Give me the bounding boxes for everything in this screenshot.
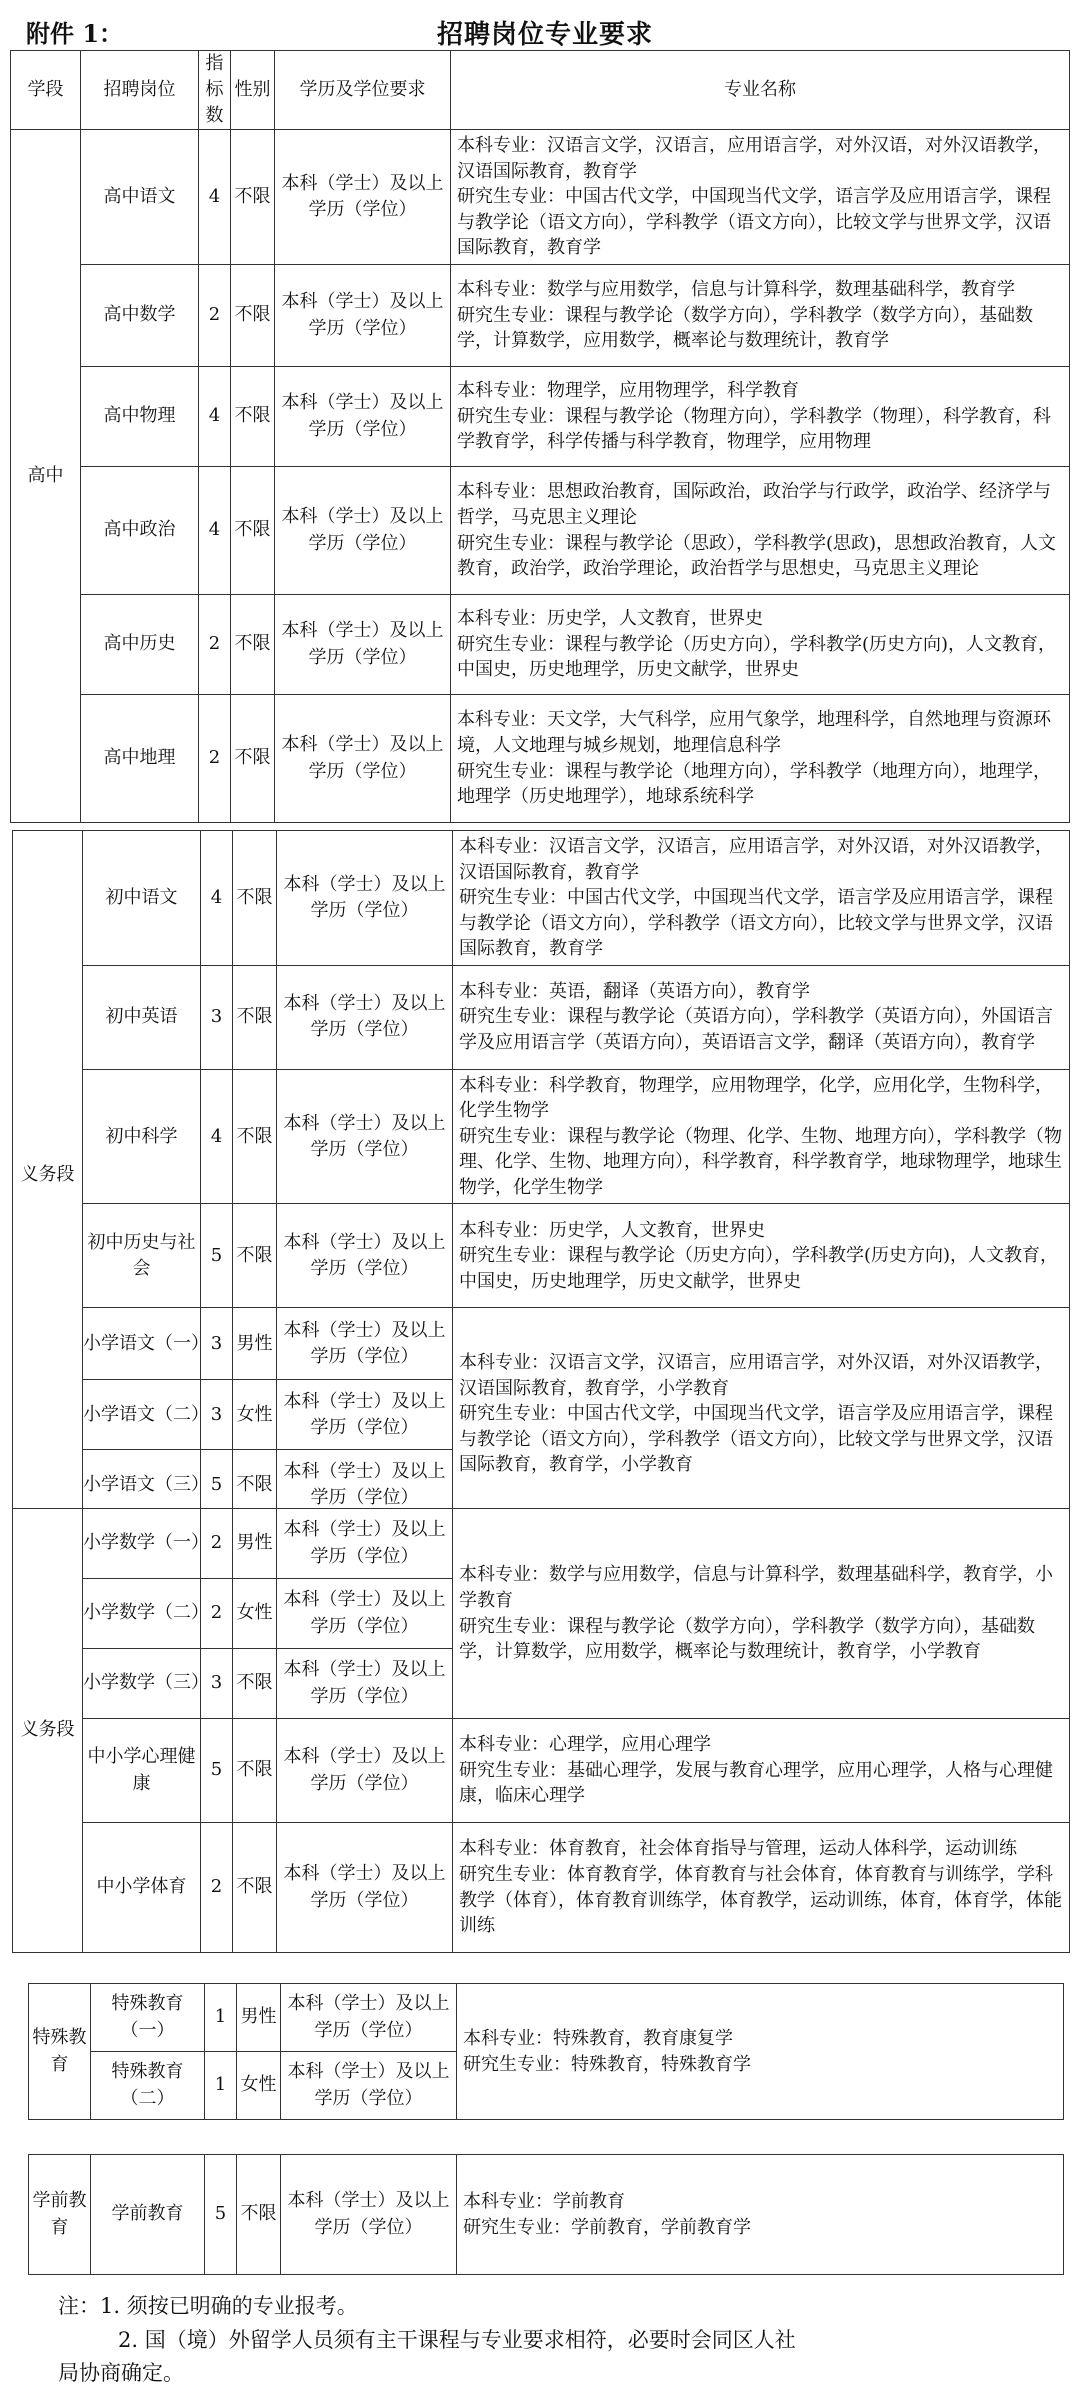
col-header-position: 招聘岗位 xyxy=(81,51,199,130)
quota-cell: 3 xyxy=(201,1308,233,1380)
gender-cell: 男性 xyxy=(233,1509,277,1579)
quota-cell: 4 xyxy=(199,130,231,265)
table-special-education xyxy=(28,1983,1064,2120)
table-row xyxy=(13,1204,1070,1308)
quota-cell: 4 xyxy=(201,1069,233,1204)
gender-cell: 不限 xyxy=(237,2155,281,2275)
major-cell: 本科专业：体育教育，社会体育指导与管理，运动人体科学，运动训练 研究生专业：体育教育学，体育教育与社会体育，体育教育与训练学，学科教学（体育），体育教育训练学，体育教学，运动训练，体育，体育学，体能训练 xyxy=(453,1823,1070,1953)
edu-cell: 本科（学士）及以上学历（学位） xyxy=(275,265,451,367)
position-cell: 中小学体育 xyxy=(83,1823,201,1953)
edu-cell: 本科（学士）及以上学历（学位） xyxy=(277,1649,453,1719)
position-cell: 高中历史 xyxy=(81,595,199,695)
gender-cell: 不限 xyxy=(231,595,275,695)
segment-cell: 特殊教育 xyxy=(29,1984,91,2120)
edu-cell: 本科（学士）及以上学历（学位） xyxy=(281,2155,457,2275)
major-cell: 本科专业：特殊教育，教育康复学 研究生专业：特殊教育，特殊教育学 xyxy=(457,1984,1064,2120)
gender-cell: 男性 xyxy=(237,1984,281,2052)
major-cell: 本科专业：汉语言文学，汉语言，应用语言学，对外汉语，对外汉语教学，汉语国际教育，教育学 研究生专业：中国古代文学，中国现当代文学，语言学及应用语言学，课程与教学论（语文方向），学科教学（语文方向），比较文学与世界文学，汉语国际教育，教育学 xyxy=(451,130,1070,265)
table-header-row xyxy=(11,51,1070,130)
position-cell: 小学数学（二） xyxy=(83,1579,201,1649)
major-cell: 本科专业：汉语言文学，汉语言，应用语言学，对外汉语，对外汉语教学，汉语国际教育，教育学，小学教育 研究生专业：中国古代文学，中国现当代文学，语言学及应用语言学，课程与教学论（语文方向），学科教学（语文方向），比较文学与世界文学，汉语国际教育，教育学，小学教育 xyxy=(453,1308,1070,1520)
position-cell: 高中政治 xyxy=(81,467,199,595)
quota-cell: 1 xyxy=(205,2052,237,2120)
edu-cell: 本科（学士）及以上学历（学位） xyxy=(277,1719,453,1823)
table-row xyxy=(13,1308,1070,1380)
gender-cell: 不限 xyxy=(233,1204,277,1308)
table-preschool xyxy=(28,2154,1064,2275)
position-cell: 高中地理 xyxy=(81,695,199,823)
table-compulsory-1 xyxy=(12,830,1070,1520)
edu-cell: 本科（学士）及以上学历（学位） xyxy=(277,831,453,966)
gender-cell: 不限 xyxy=(233,1450,277,1520)
position-cell: 特殊教育（二） xyxy=(91,2052,205,2120)
quota-cell: 2 xyxy=(199,595,231,695)
gender-cell: 男性 xyxy=(233,1308,277,1380)
major-cell: 本科专业：物理学，应用物理学，科学教育 研究生专业：课程与教学论（物理方向），学科教学（物理），科学教育，科学教育学，科学传播与科学教育，物理学，应用物理 xyxy=(451,367,1070,467)
major-cell: 本科专业：思想政治教育，国际政治，政治学与行政学，政治学、经济学与哲学，马克思主义理论 研究生专业：课程与教学论（思政），学科教学(思政)，思想政治教育，人文教育，政治学，政治学理论，政治哲学与思想史，马克思主义理论 xyxy=(451,467,1070,595)
position-cell: 特殊教育（一） xyxy=(91,1984,205,2052)
gender-cell: 不限 xyxy=(231,467,275,595)
table-row xyxy=(11,367,1070,467)
edu-cell: 本科（学士）及以上学历（学位） xyxy=(275,367,451,467)
edu-cell: 本科（学士）及以上学历（学位） xyxy=(277,1069,453,1204)
position-cell: 高中物理 xyxy=(81,367,199,467)
quota-cell: 5 xyxy=(205,2155,237,2275)
major-cell: 本科专业：天文学，大气科学，应用气象学，地理科学，自然地理与资源环境，人文地理与城乡规划，地理信息科学 研究生专业：课程与教学论（地理方向），学科教学（地理方向），地理学，地理学（历史地理学），地球系统科学 xyxy=(451,695,1070,823)
edu-cell: 本科（学士）及以上学历（学位） xyxy=(275,695,451,823)
gender-cell: 不限 xyxy=(233,1649,277,1719)
col-header-quota: 指标数 xyxy=(199,51,231,130)
gender-cell: 不限 xyxy=(231,130,275,265)
edu-cell: 本科（学士）及以上学历（学位） xyxy=(277,1204,453,1308)
quota-cell: 3 xyxy=(201,965,233,1069)
attachment-label: 附件 1： xyxy=(26,19,124,48)
edu-cell: 本科（学士）及以上学历（学位） xyxy=(277,1823,453,1953)
edu-cell: 本科（学士）及以上学历（学位） xyxy=(277,1509,453,1579)
gender-cell: 不限 xyxy=(233,965,277,1069)
edu-cell: 本科（学士）及以上学历（学位） xyxy=(277,1450,453,1520)
quota-cell: 5 xyxy=(201,1204,233,1308)
quota-cell: 2 xyxy=(199,265,231,367)
table-row xyxy=(13,1719,1070,1823)
edu-cell: 本科（学士）及以上学历（学位） xyxy=(275,130,451,265)
quota-cell: 2 xyxy=(199,695,231,823)
gender-cell: 不限 xyxy=(233,831,277,966)
position-cell: 小学语文（二） xyxy=(83,1380,201,1450)
edu-cell: 本科（学士）及以上学历（学位） xyxy=(275,467,451,595)
table-row xyxy=(13,831,1070,966)
edu-cell: 本科（学士）及以上学历（学位） xyxy=(277,1579,453,1649)
note-2-continued: 局协商确定。 xyxy=(58,2361,184,2386)
major-cell: 本科专业：汉语言文学，汉语言，应用语言学，对外汉语，对外汉语教学，汉语国际教育，教育学 研究生专业：中国古代文学，中国现当代文学，语言学及应用语言学，课程与教学论（语文方向），学科教学（语文方向），比较文学与世界文学，汉语国际教育，教育学 xyxy=(453,831,1070,966)
table-row xyxy=(29,1984,1064,2052)
major-cell: 本科专业：历史学，人文教育，世界史 研究生专业：课程与教学论（历史方向），学科教学(历史方向)，人文教育，中国史，历史地理学，历史文献学，世界史 xyxy=(453,1204,1070,1308)
page-title: 招聘岗位专业要求 xyxy=(436,20,653,50)
table-row xyxy=(11,695,1070,823)
quota-cell: 4 xyxy=(201,831,233,966)
table-row xyxy=(13,1823,1070,1953)
quota-cell: 1 xyxy=(205,1984,237,2052)
document-header xyxy=(20,14,1070,50)
position-cell: 学前教育 xyxy=(91,2155,205,2275)
quota-cell: 4 xyxy=(199,467,231,595)
segment-cell: 义务段 xyxy=(13,1509,83,1953)
col-header-segment: 学段 xyxy=(11,51,81,130)
quota-cell: 3 xyxy=(201,1380,233,1450)
major-cell: 本科专业：心理学，应用心理学 研究生专业：基础心理学，发展与教育心理学，应用心理学，人格与心理健康，临床心理学 xyxy=(453,1719,1070,1823)
position-cell: 初中历史与社会 xyxy=(83,1204,201,1308)
position-cell: 初中语文 xyxy=(83,831,201,966)
gender-cell: 不限 xyxy=(233,1069,277,1204)
note-1: 1. 须按已明确的专业报考。 xyxy=(100,2294,358,2318)
table-row xyxy=(13,1509,1070,1579)
major-cell: 本科专业：科学教育，物理学，应用物理学，化学，应用化学，生物科学，化学生物学 研究生专业：课程与教学论（物理、化学、生物、地理方向），学科教学（物理、化学、生物、地理方向），科学教育，科学教育学，地球物理学，地球生物学，化学生物学 xyxy=(453,1069,1070,1204)
notes-section xyxy=(58,2290,1048,2391)
major-cell: 本科专业：学前教育 研究生专业：学前教育，学前教育学 xyxy=(457,2155,1064,2275)
gender-cell: 女性 xyxy=(233,1380,277,1450)
major-cell: 本科专业：英语，翻译（英语方向），教育学 研究生专业：课程与教学论（英语方向），学科教学（英语方向），外国语言学及应用语言学（英语方向），英语语言文学，翻译（英语方向），教育学 xyxy=(453,965,1070,1069)
table-compulsory-2 xyxy=(12,1508,1070,1953)
edu-cell: 本科（学士）及以上学历（学位） xyxy=(277,1308,453,1380)
quota-cell: 4 xyxy=(199,367,231,467)
quota-cell: 5 xyxy=(201,1719,233,1823)
col-header-edu: 学历及学位要求 xyxy=(275,51,451,130)
gender-cell: 女性 xyxy=(233,1579,277,1649)
segment-cell: 高中 xyxy=(11,130,81,823)
gender-cell: 不限 xyxy=(233,1823,277,1953)
gender-cell: 不限 xyxy=(231,265,275,367)
table-row xyxy=(13,965,1070,1069)
col-header-major: 专业名称 xyxy=(451,51,1070,130)
edu-cell: 本科（学士）及以上学历（学位） xyxy=(277,965,453,1069)
col-header-gender: 性别 xyxy=(231,51,275,130)
notes-label: 注： xyxy=(58,2294,100,2318)
gender-cell: 不限 xyxy=(233,1719,277,1823)
position-cell: 高中数学 xyxy=(81,265,199,367)
edu-cell: 本科（学士）及以上学历（学位） xyxy=(281,1984,457,2052)
position-cell: 中小学心理健康 xyxy=(83,1719,201,1823)
position-cell: 初中科学 xyxy=(83,1069,201,1204)
edu-cell: 本科（学士）及以上学历（学位） xyxy=(275,595,451,695)
major-cell: 本科专业：数学与应用数学，信息与计算科学，数理基础科学，教育学，小学教育 研究生专业：课程与教学论（数学方向），学科教学（数学方向），基础数学，计算数学，应用数学，概率论与数理统计，教育学，小学教育 xyxy=(453,1509,1070,1719)
segment-cell: 义务段 xyxy=(13,831,83,1520)
quota-cell: 5 xyxy=(201,1450,233,1520)
position-cell: 高中语文 xyxy=(81,130,199,265)
table-row xyxy=(11,130,1070,265)
quota-cell: 3 xyxy=(201,1649,233,1719)
note-line-1 xyxy=(58,2290,1048,2324)
table-row xyxy=(29,2155,1064,2275)
quota-cell: 2 xyxy=(201,1823,233,1953)
table-row xyxy=(11,265,1070,367)
position-cell: 小学数学（三） xyxy=(83,1649,201,1719)
table-row xyxy=(13,1069,1070,1204)
position-cell: 小学语文（一） xyxy=(83,1308,201,1380)
major-cell: 本科专业：历史学，人文教育，世界史 研究生专业：课程与教学论（历史方向），学科教学(历史方向)，人文教育，中国史，历史地理学，历史文献学，世界史 xyxy=(451,595,1070,695)
segment-cell: 学前教育 xyxy=(29,2155,91,2275)
position-cell: 小学数学（一） xyxy=(83,1509,201,1579)
position-cell: 初中英语 xyxy=(83,965,201,1069)
quota-cell: 2 xyxy=(201,1579,233,1649)
table-row xyxy=(11,595,1070,695)
edu-cell: 本科（学士）及以上学历（学位） xyxy=(277,1380,453,1450)
edu-cell: 本科（学士）及以上学历（学位） xyxy=(281,2052,457,2120)
gender-cell: 不限 xyxy=(231,367,275,467)
quota-cell: 2 xyxy=(201,1509,233,1579)
position-cell: 小学语文（三） xyxy=(83,1450,201,1520)
table-high-school xyxy=(10,50,1070,823)
table-row xyxy=(11,467,1070,595)
major-cell: 本科专业：数学与应用数学，信息与计算科学，数理基础科学，教育学 研究生专业：课程与教学论（数学方向），学科教学（数学方向），基础数学，计算数学，应用数学，概率论与数理统计，教育学 xyxy=(451,265,1070,367)
gender-cell: 女性 xyxy=(237,2052,281,2120)
note-2: 2. 国（境）外留学人员须有主干课程与专业要求相符，必要时会同区人社 xyxy=(118,2327,796,2352)
gender-cell: 不限 xyxy=(231,695,275,823)
